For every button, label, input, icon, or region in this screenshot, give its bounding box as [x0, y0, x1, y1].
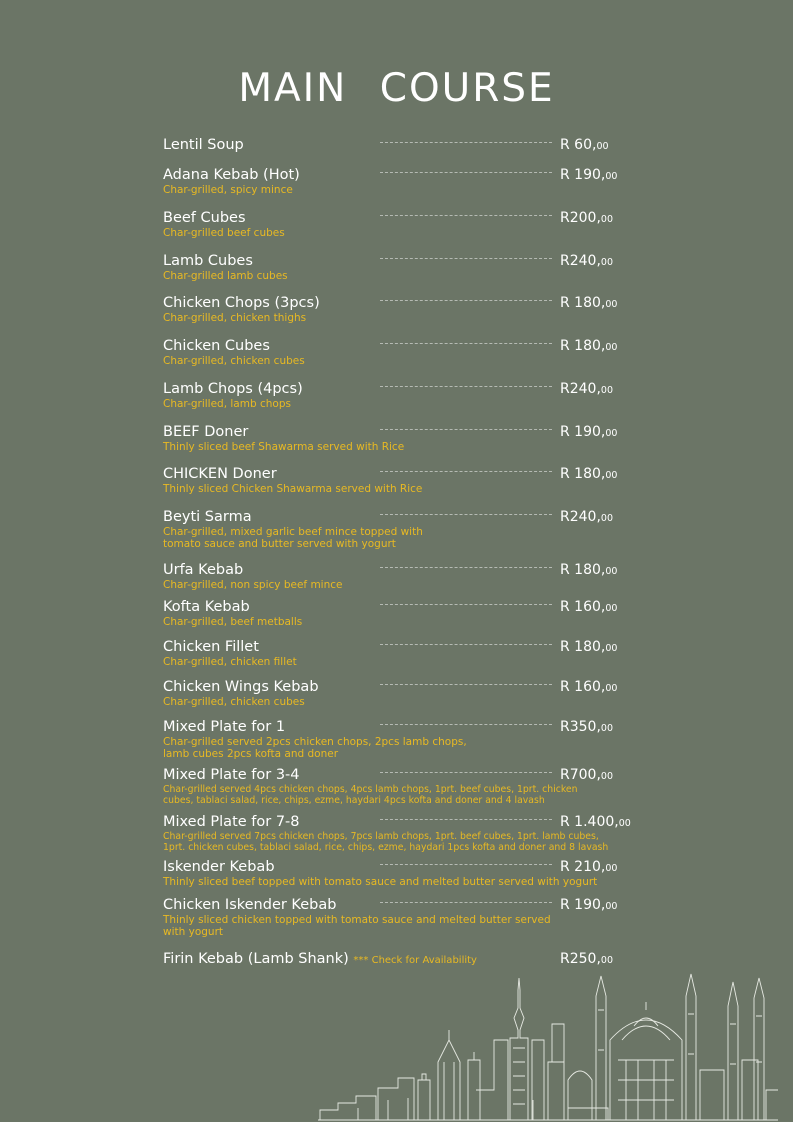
item-name: Chicken Wings Kebab	[163, 679, 319, 695]
leader-dots	[380, 644, 552, 645]
item-name: Mixed Plate for 3-4	[163, 767, 300, 783]
item-name: CHICKEN Doner	[163, 466, 277, 482]
item-description: Thinly sliced chicken topped with tomato sauce and melted butter served with yogurt	[163, 914, 551, 938]
item-name: BEEF Doner	[163, 424, 249, 440]
item-description: Char-grilled lamb cubes	[163, 270, 288, 282]
item-price: R 190,00	[560, 897, 618, 913]
item-name: Kofta Kebab	[163, 599, 250, 615]
item-price: R 1.400,00	[560, 814, 631, 830]
page-title: MAIN COURSE	[238, 66, 555, 111]
item-name: Lentil Soup	[163, 137, 244, 153]
item-price: R 160,00	[560, 599, 618, 615]
item-description: Char-grilled, lamb chops	[163, 398, 291, 410]
leader-dots	[380, 258, 552, 259]
item-price: R250,00	[560, 951, 613, 967]
item-price: R700,00	[560, 767, 613, 783]
leader-dots	[380, 172, 552, 173]
item-price: R 180,00	[560, 466, 618, 482]
item-name: Lamb Cubes	[163, 253, 253, 269]
item-price: R 190,00	[560, 424, 618, 440]
leader-dots	[380, 142, 552, 143]
item-price: R 180,00	[560, 295, 618, 311]
item-description: Char-grilled served 2pcs chicken chops, 2pcs lamb chops, lamb cubes 2pcs kofta and doner	[163, 736, 467, 760]
item-name: Adana Kebab (Hot)	[163, 167, 300, 183]
item-price: R 210,00	[560, 859, 618, 875]
item-price: R 180,00	[560, 639, 618, 655]
item-description: Thinly sliced beef Shawarma served with Rice	[163, 441, 405, 453]
item-description: Char-grilled, beef metballs	[163, 616, 303, 628]
leader-dots	[380, 724, 552, 725]
item-description: Char-grilled served 4pcs chicken chops, 4pcs lamb chops, 1prt. beef cubes, 1prt. chicken cubes, tablaci salad, rice, chips, ezme, haydari 4pcs kofta and doner and 4 lavash	[163, 784, 578, 806]
item-name: Iskender Kebab	[163, 859, 275, 875]
leader-dots	[380, 604, 552, 605]
leader-dots	[380, 300, 552, 301]
item-description: Thinly sliced beef topped with tomato sauce and melted butter served with yogurt	[163, 876, 598, 888]
leader-dots	[380, 772, 552, 773]
item-price: R240,00	[560, 253, 613, 269]
item-description: Char-grilled, mixed garlic beef mince topped with tomato sauce and butter served with yogurt	[163, 526, 423, 550]
item-description: Thinly sliced Chicken Shawarma served with Rice	[163, 483, 423, 495]
item-price: R 160,00	[560, 679, 618, 695]
leader-dots	[380, 684, 552, 685]
leader-dots	[380, 343, 552, 344]
item-price: R240,00	[560, 381, 613, 397]
item-price: R 180,00	[560, 338, 618, 354]
leader-dots	[380, 514, 552, 515]
item-name: Mixed Plate for 7-8	[163, 814, 300, 830]
item-name: Chicken Fillet	[163, 639, 259, 655]
leader-dots	[380, 429, 552, 430]
item-name: Urfa Kebab	[163, 562, 244, 578]
availability-note: *** Check for Availability	[353, 955, 477, 966]
item-name: Chicken Cubes	[163, 338, 270, 354]
item-price: R200,00	[560, 210, 613, 226]
leader-dots	[380, 864, 552, 865]
item-price: R350,00	[560, 719, 613, 735]
item-description: Char-grilled, chicken cubes	[163, 696, 305, 708]
item-name: Beef Cubes	[163, 210, 246, 226]
item-name: Firin Kebab (Lamb Shank) *** Check for Availability	[163, 951, 477, 967]
item-name: Chicken Chops (3pcs)	[163, 295, 320, 311]
leader-dots	[380, 902, 552, 903]
item-price: R 180,00	[560, 562, 618, 578]
item-name: Lamb Chops (4pcs)	[163, 381, 303, 397]
item-name: Beyti Sarma	[163, 509, 252, 525]
istanbul-skyline-illustration	[318, 970, 778, 1122]
leader-dots	[380, 215, 552, 216]
item-description: Char-grilled, chicken cubes	[163, 355, 305, 367]
item-name: Chicken Iskender Kebab	[163, 897, 337, 913]
leader-dots	[380, 386, 552, 387]
item-description: Char-grilled served 7pcs chicken chops, 7pcs lamb chops, 1prt. beef cubes, 1prt. lamb cubes, 1prt. chicken cubes, tablaci salad, rice, chips, ezme, haydari 1pcs kofta and doner and 8 lavash	[163, 831, 609, 853]
leader-dots	[380, 819, 552, 820]
item-price: R 190,00	[560, 167, 618, 183]
leader-dots	[380, 471, 552, 472]
item-name: Mixed Plate for 1	[163, 719, 286, 735]
item-description: Char-grilled, spicy mince	[163, 184, 293, 196]
leader-dots	[380, 567, 552, 568]
item-description: Char-grilled beef cubes	[163, 227, 285, 239]
item-description: Char-grilled, non spicy beef mince	[163, 579, 343, 591]
item-price: R 60,00	[560, 137, 609, 153]
item-description: Char-grilled, chicken thighs	[163, 312, 307, 324]
item-price: R240,00	[560, 509, 613, 525]
item-description: Char-grilled, chicken fillet	[163, 656, 297, 668]
